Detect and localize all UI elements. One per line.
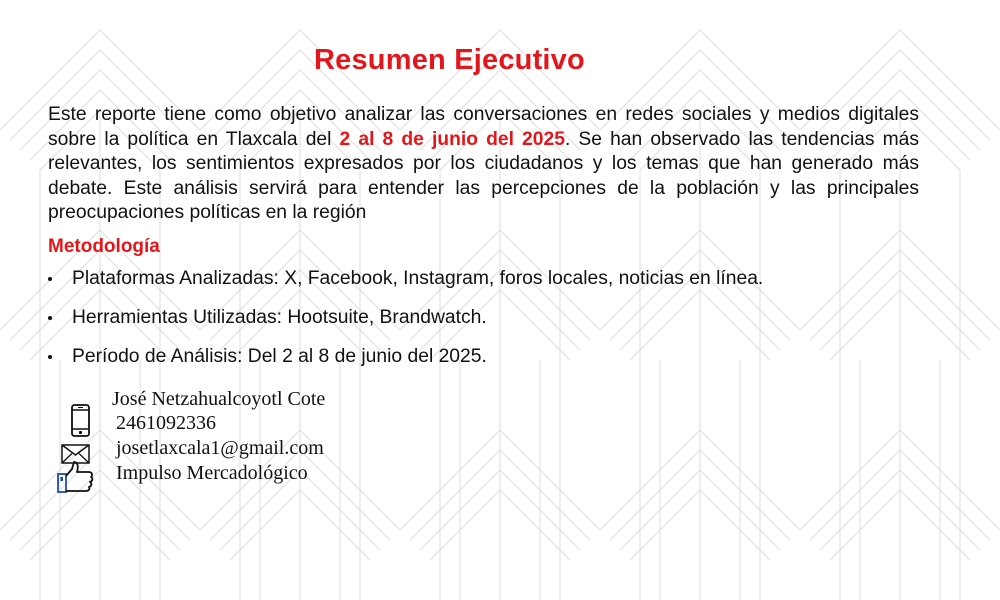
contact-name: José Netzahualcoyotl Cote bbox=[112, 388, 326, 410]
methodology-list bbox=[48, 266, 763, 383]
contact-email: josetlaxcala1@gmail.com bbox=[116, 437, 324, 459]
summary-text-before: Este reporte tiene como objetivo analizar las conversaciones en redes sociales y medios digitales sobre la política en Tlaxcala del bbox=[48, 104, 919, 150]
summary-paragraph bbox=[48, 103, 919, 226]
summary-text-after: . Se han observado las tendencias más relevantes, los sentimientos expresados por los ciudadanos y los temas que han generado más debate. Este análisis servirá para entender las percepciones de la población y las principales preocupaciones políticas en la región bbox=[48, 128, 919, 224]
list-item-text: Herramientas Utilizadas: Hootsuite, Brandwatch. bbox=[72, 307, 487, 328]
bullet-dot bbox=[48, 277, 52, 281]
contact-company: Impulso Mercadológico bbox=[116, 462, 308, 484]
thumbs-up-icon bbox=[56, 460, 96, 494]
page-title: Resumen Ejecutivo bbox=[314, 44, 585, 76]
list-item bbox=[48, 266, 763, 305]
methodology-heading: Metodología bbox=[48, 236, 160, 257]
list-item-text: Período de Análisis: Del 2 al 8 de junio del 2025. bbox=[72, 346, 487, 367]
bullet-dot bbox=[48, 316, 52, 320]
list-item bbox=[48, 344, 763, 383]
contact-block bbox=[56, 386, 376, 496]
summary-date-highlight: 2 al 8 de junio del 2025 bbox=[339, 128, 565, 150]
phone-icon bbox=[70, 404, 92, 438]
list-item-text: Plataformas Analizadas: X, Facebook, Instagram, foros locales, noticias en línea. bbox=[72, 268, 764, 289]
list-item bbox=[48, 305, 763, 344]
contact-phone: 2461092336 bbox=[116, 412, 216, 434]
bullet-dot bbox=[48, 355, 52, 359]
